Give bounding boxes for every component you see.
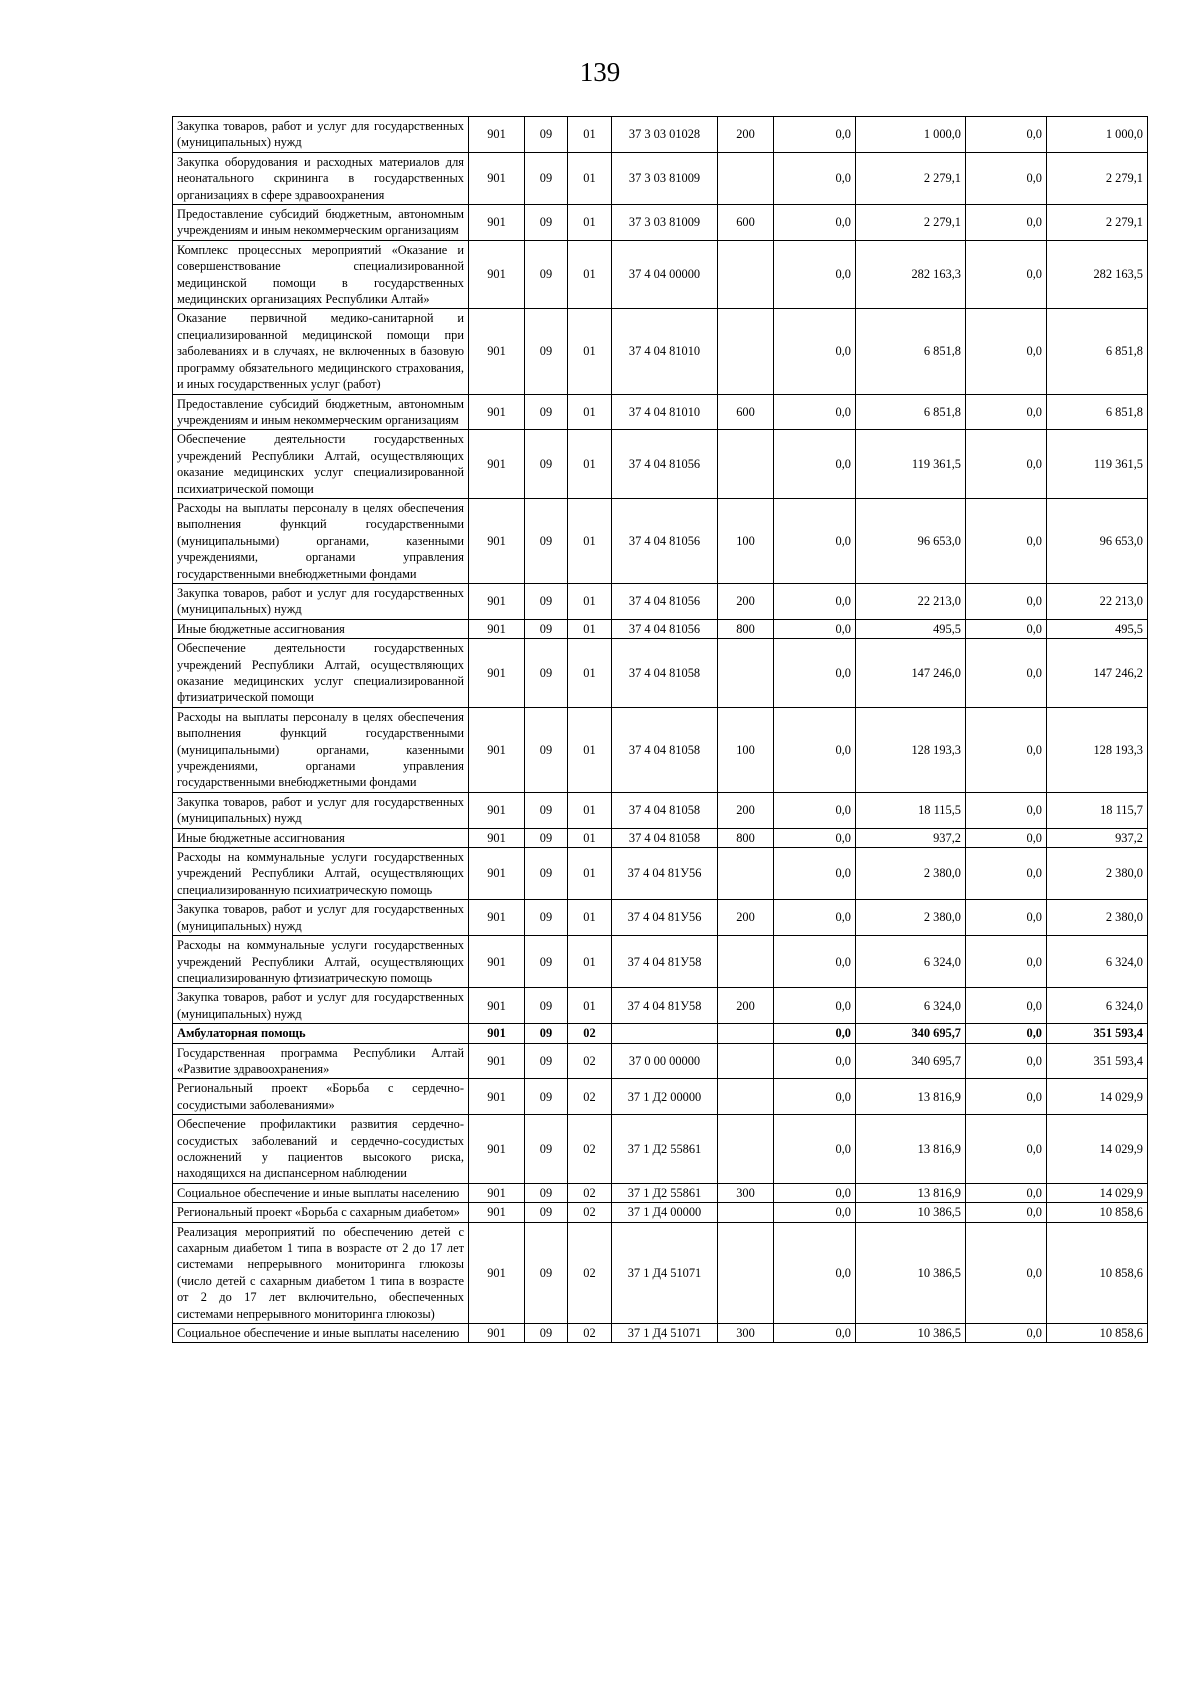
cell-subsection: 01 — [568, 848, 612, 900]
cell-expense-type — [718, 639, 774, 708]
cell-admin-code: 901 — [469, 828, 525, 847]
cell-value-2: 13 816,9 — [856, 1183, 966, 1202]
cell-description: Региональный проект «Борьба с сахарным диабетом» — [173, 1203, 469, 1222]
cell-subsection: 01 — [568, 936, 612, 988]
cell-value-3: 0,0 — [966, 1079, 1047, 1115]
cell-value-3: 0,0 — [966, 394, 1047, 430]
cell-value-4: 18 115,7 — [1047, 792, 1148, 828]
table-row — [173, 1024, 1148, 1043]
cell-value-4: 147 246,2 — [1047, 639, 1148, 708]
cell-description: Закупка товаров, работ и услуг для государственных (муниципальных) нужд — [173, 900, 469, 936]
cell-subsection: 01 — [568, 619, 612, 638]
table-row — [173, 394, 1148, 430]
cell-subsection: 02 — [568, 1222, 612, 1323]
table-row — [173, 988, 1148, 1024]
cell-section: 09 — [525, 936, 568, 988]
table-row — [173, 936, 1148, 988]
cell-description: Обеспечение деятельности государственных учреждений Республики Алтай, осуществляющих оказание медицинских услуг специализированной фтизиатрической помощи — [173, 639, 469, 708]
cell-section: 09 — [525, 583, 568, 619]
cell-value-2: 340 695,7 — [856, 1024, 966, 1043]
cell-expense-type — [718, 240, 774, 309]
cell-expense-type — [718, 1079, 774, 1115]
cell-value-3: 0,0 — [966, 309, 1047, 394]
cell-value-3: 0,0 — [966, 1024, 1047, 1043]
cell-section: 09 — [525, 1324, 568, 1343]
cell-value-3: 0,0 — [966, 1203, 1047, 1222]
cell-expense-type — [718, 309, 774, 394]
cell-subsection: 02 — [568, 1043, 612, 1079]
table-row — [173, 205, 1148, 241]
table-row — [173, 1203, 1148, 1222]
cell-value-3: 0,0 — [966, 583, 1047, 619]
cell-value-4: 2 279,1 — [1047, 152, 1148, 204]
cell-expense-type: 800 — [718, 828, 774, 847]
cell-value-1: 0,0 — [774, 117, 856, 153]
cell-section: 09 — [525, 430, 568, 499]
table-row — [173, 430, 1148, 499]
cell-section: 09 — [525, 792, 568, 828]
cell-target-article: 37 1 Д2 55861 — [612, 1183, 718, 1202]
cell-value-1: 0,0 — [774, 1043, 856, 1079]
cell-subsection: 01 — [568, 707, 612, 792]
cell-section: 09 — [525, 1183, 568, 1202]
cell-section: 09 — [525, 1024, 568, 1043]
table-row — [173, 1324, 1148, 1343]
cell-admin-code: 901 — [469, 848, 525, 900]
table-row — [173, 309, 1148, 394]
cell-value-2: 119 361,5 — [856, 430, 966, 499]
cell-target-article: 37 4 04 81056 — [612, 498, 718, 583]
cell-target-article: 37 3 03 81009 — [612, 205, 718, 241]
cell-value-1: 0,0 — [774, 1324, 856, 1343]
cell-section: 09 — [525, 240, 568, 309]
cell-subsection: 01 — [568, 792, 612, 828]
cell-admin-code: 901 — [469, 936, 525, 988]
cell-admin-code: 901 — [469, 430, 525, 499]
cell-value-2: 282 163,3 — [856, 240, 966, 309]
cell-value-3: 0,0 — [966, 988, 1047, 1024]
cell-value-4: 128 193,3 — [1047, 707, 1148, 792]
cell-section: 09 — [525, 205, 568, 241]
cell-value-3: 0,0 — [966, 1115, 1047, 1184]
cell-expense-type: 300 — [718, 1324, 774, 1343]
cell-value-3: 0,0 — [966, 205, 1047, 241]
cell-value-4: 495,5 — [1047, 619, 1148, 638]
cell-section: 09 — [525, 1222, 568, 1323]
cell-target-article: 37 1 Д4 00000 — [612, 1203, 718, 1222]
cell-subsection: 01 — [568, 394, 612, 430]
cell-admin-code: 901 — [469, 707, 525, 792]
cell-target-article: 37 4 04 81058 — [612, 828, 718, 847]
cell-value-4: 10 858,6 — [1047, 1203, 1148, 1222]
cell-value-1: 0,0 — [774, 240, 856, 309]
cell-description: Закупка оборудования и расходных материалов для неонатального скрининга в государственных организациях в сфере здравоохранения — [173, 152, 469, 204]
cell-admin-code: 901 — [469, 1324, 525, 1343]
cell-expense-type: 600 — [718, 394, 774, 430]
cell-description: Комплекс процессных мероприятий «Оказание и совершенствование специализированной медицинской помощи в государственных медицинских организациях Республики Алтай» — [173, 240, 469, 309]
cell-expense-type — [718, 848, 774, 900]
cell-section: 09 — [525, 394, 568, 430]
cell-target-article: 37 4 04 81056 — [612, 583, 718, 619]
cell-value-2: 22 213,0 — [856, 583, 966, 619]
cell-subsection: 02 — [568, 1079, 612, 1115]
cell-description: Реализация мероприятий по обеспечению детей с сахарным диабетом 1 типа в возрасте от 2 до 17 лет системами непрерывного мониторинга глюкозы (число детей с сахарным диабетом 1 типа в возрасте от 2 до 17 лет включительно, обеспеченных системами непрерывного мониторинга глюкозы) — [173, 1222, 469, 1323]
cell-expense-type — [718, 430, 774, 499]
cell-value-3: 0,0 — [966, 828, 1047, 847]
cell-admin-code: 901 — [469, 1079, 525, 1115]
cell-description: Амбулаторная помощь — [173, 1024, 469, 1043]
cell-value-4: 2 380,0 — [1047, 848, 1148, 900]
cell-value-1: 0,0 — [774, 828, 856, 847]
cell-subsection: 01 — [568, 498, 612, 583]
cell-subsection: 01 — [568, 240, 612, 309]
cell-value-2: 937,2 — [856, 828, 966, 847]
cell-expense-type — [718, 1043, 774, 1079]
cell-expense-type — [718, 1222, 774, 1323]
cell-value-4: 96 653,0 — [1047, 498, 1148, 583]
cell-subsection: 01 — [568, 900, 612, 936]
cell-subsection: 01 — [568, 430, 612, 499]
cell-description: Обеспечение деятельности государственных учреждений Республики Алтай, осуществляющих оказание медицинских услуг специализированной психиатрической помощи — [173, 430, 469, 499]
cell-admin-code: 901 — [469, 900, 525, 936]
cell-target-article: 37 4 04 81У56 — [612, 900, 718, 936]
cell-value-3: 0,0 — [966, 936, 1047, 988]
cell-value-2: 10 386,5 — [856, 1203, 966, 1222]
cell-value-1: 0,0 — [774, 1183, 856, 1202]
cell-subsection: 02 — [568, 1324, 612, 1343]
cell-value-3: 0,0 — [966, 639, 1047, 708]
cell-value-3: 0,0 — [966, 498, 1047, 583]
cell-value-2: 6 324,0 — [856, 936, 966, 988]
cell-value-2: 10 386,5 — [856, 1222, 966, 1323]
cell-expense-type: 800 — [718, 619, 774, 638]
cell-value-1: 0,0 — [774, 309, 856, 394]
cell-subsection: 02 — [568, 1024, 612, 1043]
cell-admin-code: 901 — [469, 583, 525, 619]
cell-target-article: 37 1 Д2 00000 — [612, 1079, 718, 1115]
cell-admin-code: 901 — [469, 988, 525, 1024]
cell-admin-code: 901 — [469, 117, 525, 153]
cell-admin-code: 901 — [469, 205, 525, 241]
cell-value-2: 13 816,9 — [856, 1115, 966, 1184]
cell-target-article: 37 4 04 81058 — [612, 792, 718, 828]
cell-admin-code: 901 — [469, 1183, 525, 1202]
cell-target-article: 37 1 Д4 51071 — [612, 1324, 718, 1343]
cell-target-article: 37 4 04 00000 — [612, 240, 718, 309]
cell-description: Региональный проект «Борьба с сердечно-сосудистыми заболеваниями» — [173, 1079, 469, 1115]
cell-expense-type — [718, 152, 774, 204]
cell-value-4: 22 213,0 — [1047, 583, 1148, 619]
cell-value-2: 495,5 — [856, 619, 966, 638]
cell-admin-code: 901 — [469, 1222, 525, 1323]
cell-value-3: 0,0 — [966, 707, 1047, 792]
cell-expense-type: 100 — [718, 707, 774, 792]
cell-value-2: 18 115,5 — [856, 792, 966, 828]
cell-description: Иные бюджетные ассигнования — [173, 619, 469, 638]
cell-value-4: 14 029,9 — [1047, 1183, 1148, 1202]
cell-admin-code: 901 — [469, 639, 525, 708]
cell-value-4: 10 858,6 — [1047, 1324, 1148, 1343]
cell-value-1: 0,0 — [774, 152, 856, 204]
cell-value-1: 0,0 — [774, 1024, 856, 1043]
table-row — [173, 1043, 1148, 1079]
cell-value-3: 0,0 — [966, 1324, 1047, 1343]
cell-value-4: 14 029,9 — [1047, 1079, 1148, 1115]
cell-subsection: 01 — [568, 988, 612, 1024]
cell-value-4: 1 000,0 — [1047, 117, 1148, 153]
cell-value-4: 6 324,0 — [1047, 936, 1148, 988]
cell-subsection: 02 — [568, 1115, 612, 1184]
cell-expense-type — [718, 936, 774, 988]
cell-value-4: 282 163,5 — [1047, 240, 1148, 309]
cell-expense-type: 600 — [718, 205, 774, 241]
cell-admin-code: 901 — [469, 309, 525, 394]
cell-admin-code: 901 — [469, 1203, 525, 1222]
cell-value-4: 351 593,4 — [1047, 1024, 1148, 1043]
cell-admin-code: 901 — [469, 394, 525, 430]
cell-expense-type: 200 — [718, 900, 774, 936]
cell-value-3: 0,0 — [966, 1043, 1047, 1079]
cell-value-1: 0,0 — [774, 619, 856, 638]
cell-value-2: 2 380,0 — [856, 900, 966, 936]
cell-value-2: 340 695,7 — [856, 1043, 966, 1079]
table-row — [173, 707, 1148, 792]
cell-target-article: 37 4 04 81058 — [612, 639, 718, 708]
cell-target-article: 37 0 00 00000 — [612, 1043, 718, 1079]
cell-value-1: 0,0 — [774, 583, 856, 619]
cell-target-article: 37 4 04 81010 — [612, 394, 718, 430]
cell-value-2: 128 193,3 — [856, 707, 966, 792]
cell-section: 09 — [525, 1043, 568, 1079]
cell-value-4: 937,2 — [1047, 828, 1148, 847]
cell-admin-code: 901 — [469, 498, 525, 583]
cell-value-3: 0,0 — [966, 792, 1047, 828]
cell-admin-code: 901 — [469, 240, 525, 309]
cell-value-4: 2 279,1 — [1047, 205, 1148, 241]
cell-admin-code: 901 — [469, 619, 525, 638]
cell-target-article: 37 4 04 81У56 — [612, 848, 718, 900]
cell-section: 09 — [525, 117, 568, 153]
cell-subsection: 01 — [568, 639, 612, 708]
cell-section: 09 — [525, 639, 568, 708]
table-row — [173, 498, 1148, 583]
cell-value-4: 2 380,0 — [1047, 900, 1148, 936]
cell-section: 09 — [525, 619, 568, 638]
cell-expense-type: 200 — [718, 792, 774, 828]
cell-value-1: 0,0 — [774, 1115, 856, 1184]
cell-value-1: 0,0 — [774, 205, 856, 241]
table-row — [173, 240, 1148, 309]
cell-value-1: 0,0 — [774, 1079, 856, 1115]
cell-description: Закупка товаров, работ и услуг для государственных (муниципальных) нужд — [173, 117, 469, 153]
cell-value-3: 0,0 — [966, 900, 1047, 936]
cell-subsection: 01 — [568, 152, 612, 204]
table-row — [173, 900, 1148, 936]
cell-value-3: 0,0 — [966, 848, 1047, 900]
cell-section: 09 — [525, 1079, 568, 1115]
cell-value-2: 96 653,0 — [856, 498, 966, 583]
cell-value-1: 0,0 — [774, 792, 856, 828]
cell-value-3: 0,0 — [966, 430, 1047, 499]
cell-target-article: 37 4 04 81010 — [612, 309, 718, 394]
cell-expense-type: 100 — [718, 498, 774, 583]
cell-target-article: 37 4 04 81056 — [612, 619, 718, 638]
cell-target-article: 37 3 03 81009 — [612, 152, 718, 204]
cell-value-3: 0,0 — [966, 619, 1047, 638]
cell-value-4: 119 361,5 — [1047, 430, 1148, 499]
cell-value-4: 351 593,4 — [1047, 1043, 1148, 1079]
cell-expense-type: 200 — [718, 988, 774, 1024]
cell-description: Расходы на коммунальные услуги государственных учреждений Республики Алтай, осуществляющих специализированную психиатрическую помощь — [173, 848, 469, 900]
cell-value-2: 13 816,9 — [856, 1079, 966, 1115]
cell-expense-type — [718, 1203, 774, 1222]
cell-value-1: 0,0 — [774, 498, 856, 583]
cell-subsection: 01 — [568, 117, 612, 153]
cell-expense-type: 200 — [718, 117, 774, 153]
cell-value-4: 6 324,0 — [1047, 988, 1148, 1024]
cell-value-1: 0,0 — [774, 988, 856, 1024]
cell-value-2: 2 279,1 — [856, 205, 966, 241]
cell-subsection: 01 — [568, 583, 612, 619]
table-row — [173, 792, 1148, 828]
cell-admin-code: 901 — [469, 792, 525, 828]
budget-table — [172, 116, 1148, 1343]
cell-section: 09 — [525, 707, 568, 792]
cell-target-article: 37 4 04 81058 — [612, 707, 718, 792]
cell-description: Расходы на выплаты персоналу в целях обеспечения выполнения функций государственными (муниципальными) органами, казенными учреждениями, органами управления государственными внебюджетными фондами — [173, 498, 469, 583]
cell-value-2: 1 000,0 — [856, 117, 966, 153]
cell-expense-type: 300 — [718, 1183, 774, 1202]
cell-expense-type: 200 — [718, 583, 774, 619]
cell-target-article: 37 4 04 81056 — [612, 430, 718, 499]
table-row — [173, 1183, 1148, 1202]
cell-admin-code: 901 — [469, 1043, 525, 1079]
cell-value-3: 0,0 — [966, 1222, 1047, 1323]
cell-target-article: 37 4 04 81У58 — [612, 936, 718, 988]
cell-value-1: 0,0 — [774, 900, 856, 936]
cell-value-4: 10 858,6 — [1047, 1222, 1148, 1323]
table-row — [173, 1222, 1148, 1323]
cell-value-2: 147 246,0 — [856, 639, 966, 708]
cell-section: 09 — [525, 828, 568, 847]
cell-description: Социальное обеспечение и иные выплаты населению — [173, 1324, 469, 1343]
table-row — [173, 619, 1148, 638]
cell-admin-code: 901 — [469, 152, 525, 204]
cell-description: Расходы на выплаты персоналу в целях обеспечения выполнения функций государственными (муниципальными) органами, казенными учреждениями, органами управления государственными внебюджетными фондами — [173, 707, 469, 792]
cell-section: 09 — [525, 988, 568, 1024]
table-body — [173, 117, 1148, 1343]
cell-section: 09 — [525, 1115, 568, 1184]
cell-target-article: 37 1 Д2 55861 — [612, 1115, 718, 1184]
cell-subsection: 01 — [568, 828, 612, 847]
cell-description: Закупка товаров, работ и услуг для государственных (муниципальных) нужд — [173, 792, 469, 828]
cell-value-1: 0,0 — [774, 430, 856, 499]
cell-value-2: 6 324,0 — [856, 988, 966, 1024]
cell-value-1: 0,0 — [774, 639, 856, 708]
cell-section: 09 — [525, 900, 568, 936]
table-row — [173, 1115, 1148, 1184]
cell-value-3: 0,0 — [966, 117, 1047, 153]
table-row — [173, 828, 1148, 847]
cell-value-3: 0,0 — [966, 1183, 1047, 1202]
cell-value-1: 0,0 — [774, 936, 856, 988]
cell-value-2: 6 851,8 — [856, 394, 966, 430]
table-row — [173, 639, 1148, 708]
cell-description: Оказание первичной медико-санитарной и специализированной медицинской помощи при заболеваниях и в случаях, не включенных в базовую программу обязательного медицинского страхования, и иных государственных услуг (работ) — [173, 309, 469, 394]
cell-target-article: 37 3 03 01028 — [612, 117, 718, 153]
cell-description: Расходы на коммунальные услуги государственных учреждений Республики Алтай, осуществляющих специализированную фтизиатрическую помощь — [173, 936, 469, 988]
cell-section: 09 — [525, 1203, 568, 1222]
cell-description: Предоставление субсидий бюджетным, автономным учреждениям и иным некоммерческим организациям — [173, 394, 469, 430]
cell-value-4: 6 851,8 — [1047, 394, 1148, 430]
cell-admin-code: 901 — [469, 1115, 525, 1184]
table-row — [173, 583, 1148, 619]
table-row — [173, 152, 1148, 204]
cell-description: Закупка товаров, работ и услуг для государственных (муниципальных) нужд — [173, 583, 469, 619]
cell-subsection: 01 — [568, 309, 612, 394]
table-row — [173, 117, 1148, 153]
table-row — [173, 848, 1148, 900]
cell-section: 09 — [525, 848, 568, 900]
cell-description: Закупка товаров, работ и услуг для государственных (муниципальных) нужд — [173, 988, 469, 1024]
cell-description: Социальное обеспечение и иные выплаты населению — [173, 1183, 469, 1202]
cell-value-2: 10 386,5 — [856, 1324, 966, 1343]
cell-value-2: 6 851,8 — [856, 309, 966, 394]
cell-value-3: 0,0 — [966, 240, 1047, 309]
cell-subsection: 01 — [568, 205, 612, 241]
cell-description: Иные бюджетные ассигнования — [173, 828, 469, 847]
cell-target-article — [612, 1024, 718, 1043]
cell-expense-type — [718, 1115, 774, 1184]
cell-value-1: 0,0 — [774, 1222, 856, 1323]
cell-value-1: 0,0 — [774, 707, 856, 792]
cell-value-3: 0,0 — [966, 152, 1047, 204]
cell-subsection: 02 — [568, 1183, 612, 1202]
cell-expense-type — [718, 1024, 774, 1043]
cell-value-1: 0,0 — [774, 1203, 856, 1222]
cell-value-2: 2 380,0 — [856, 848, 966, 900]
cell-description: Предоставление субсидий бюджетным, автономным учреждениям и иным некоммерческим организациям — [173, 205, 469, 241]
cell-value-1: 0,0 — [774, 848, 856, 900]
cell-subsection: 02 — [568, 1203, 612, 1222]
page-number: 139 — [579, 57, 621, 87]
cell-value-2: 2 279,1 — [856, 152, 966, 204]
cell-description: Обеспечение профилактики развития сердечно-сосудистых заболеваний и сердечно-сосудистых осложнений у пациентов высокого риска, находящихся на диспансерном наблюдении — [173, 1115, 469, 1184]
cell-section: 09 — [525, 152, 568, 204]
cell-value-4: 14 029,9 — [1047, 1115, 1148, 1184]
cell-target-article: 37 4 04 81У58 — [612, 988, 718, 1024]
cell-value-1: 0,0 — [774, 394, 856, 430]
cell-target-article: 37 1 Д4 51071 — [612, 1222, 718, 1323]
table-row — [173, 1079, 1148, 1115]
cell-section: 09 — [525, 309, 568, 394]
cell-value-4: 6 851,8 — [1047, 309, 1148, 394]
cell-admin-code: 901 — [469, 1024, 525, 1043]
cell-description: Государственная программа Республики Алтай «Развитие здравоохранения» — [173, 1043, 469, 1079]
cell-section: 09 — [525, 498, 568, 583]
